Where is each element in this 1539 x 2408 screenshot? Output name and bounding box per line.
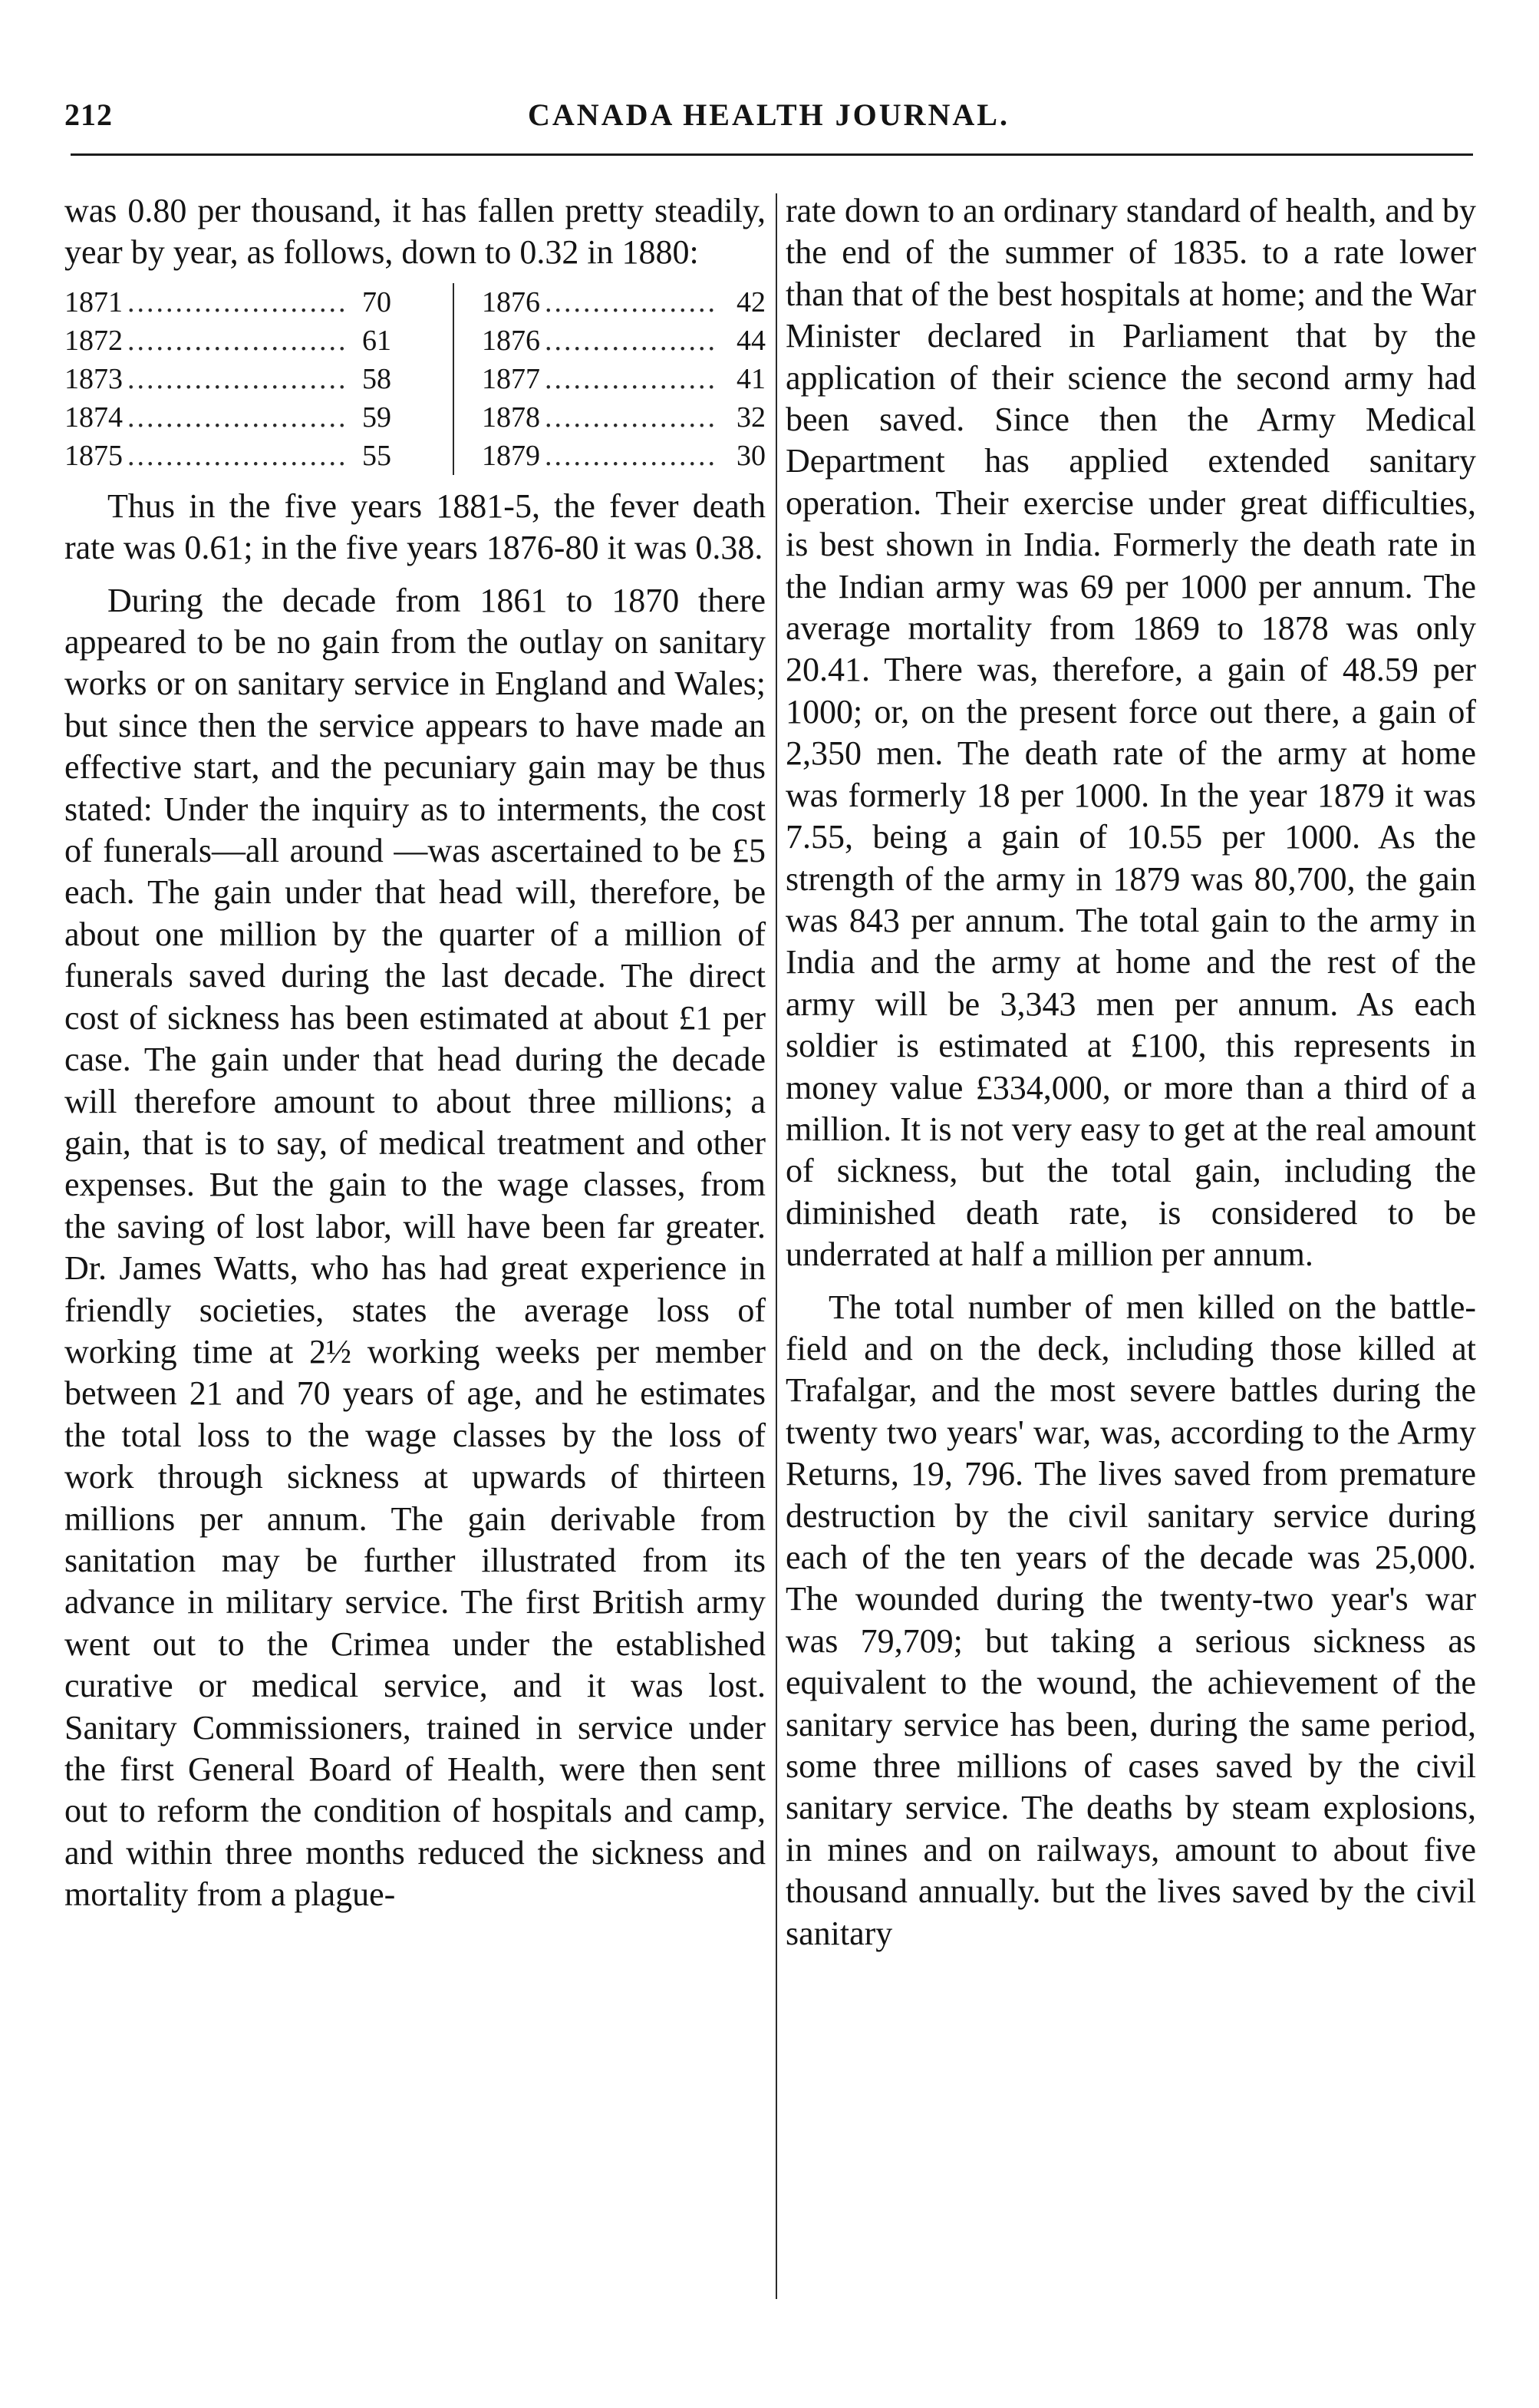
leader-dots [545, 398, 718, 437]
table-year: 1873 [64, 362, 123, 395]
table-row [482, 437, 766, 475]
army-paragraph: rate down to an ordinary standard of health, and by the end of the summer of 1835. to a rate lower than that of the best hospitals at home; and the War Minister declared in Parliament that by the application of their science the second army had been saved. Since then the Army Medical Department has applied extended sanitary operation. Their exercise under great difficulties, is best shown in India. Formerly the death rate in the Indian army was 69 per 1000 per annum. The average mortality from 1869 to 1878 was only 20.41. There was, therefore, a gain of 48.59 per 1000; or, on the present force out there, a gain of 2,350 men. The death rate of the army at home was formerly 18 per 1000. In the year 1879 it was 7.55, being a gain of 10.55 per 1000. As the strength of the army in 1879 was 80,700, the gain was 843 per annum. The total gain to the army in India and the army at home and the rest of the army will be 3,343 men per annum. As each soldier is estimated at £100, this represents in money value £334,000, or more than a third of a million. It is not very easy to get at the real amount of sickness, but the total gain, including the diminished death rate, is considered to be underrated at half a million per annum. [786, 192, 1476, 1274]
leader-dots [545, 437, 718, 475]
table-value: 61 [362, 324, 391, 357]
table-year: 1877 [482, 362, 540, 395]
table-row [64, 437, 425, 475]
intro-paragraph: was 0.80 per thousand, it has fallen pretty steadily, year by year, as follows, down to 0.32 in 1880: [64, 192, 766, 272]
decade-paragraph: During the decade from 1861 to 1870 there appeared to be no gain from the outlay on sanitary works or on sanitary service in England and Wales; but since then the service appears to have made an effective start, and the pecuniary gain may be thus stated: Under the inquiry as to interments, the cost of funerals—all around —was ascertained to be £5 each. The gain under that head will, therefore, be about one million by the quarter of a million of funerals saved during the last decade. The direct cost of sickness has been estimated at about £1 per case. The gain under that head during the decade will therefore amount to about three millions; a gain, that is to say, of medical treatment and other expenses. But the gain to the wage classes, from the saving of lost labor, will have been far greater. Dr. James Watts, who has had great experience in friendly societies, states the average loss of working time at 2½ working weeks per member between 21 and 70 years of age, and he estimates the total loss to the wage classes by the loss of work through sickness at upwards of thirteen millions per annum. The gain derivable from sanitation may be further illustrated from its advance in military service. The first British army went out to the Crimea under the established curative or medical service, and it was lost. Sanitary Commissioners, trained in service under the first General Board of Health, were then sent out to reform the condition of hospitals and camp, and within three months reduced the sickness and mortality from a plague- [64, 581, 766, 1914]
running-head [64, 97, 1473, 143]
table-row [64, 322, 425, 360]
left-column [64, 190, 766, 1916]
table-value: 42 [737, 285, 766, 318]
right-column [786, 190, 1476, 1954]
table-year: 1879 [482, 439, 540, 472]
table-value: 58 [362, 362, 391, 395]
table-value: 41 [737, 362, 766, 395]
table-row [482, 322, 766, 360]
table-value: 55 [362, 439, 391, 472]
leader-dots [127, 283, 344, 322]
table-year: 1876 [482, 285, 540, 318]
table-row [482, 398, 766, 437]
table-year: 1878 [482, 401, 540, 434]
table-row [64, 283, 425, 322]
table-value: 44 [737, 324, 766, 357]
table-row [64, 398, 425, 437]
leader-dots [545, 322, 718, 360]
table-year: 1875 [64, 439, 123, 472]
table-row [482, 283, 766, 322]
battle-paragraph: The total number of men killed on the battle-field and on the deck, including those killed at Trafalgar, and the most severe battles during the twenty two years' war, was, according to the Army Returns, 19, 796. The lives saved from premature destruction by the civil sanitary service during each of the ten years of the decade was 25,000. The wounded during the twenty-two year's war was 79,709; but taking a serious sickness as equivalent to the wound, the achievement of the sanitary service has been, during the same period, some three millions of cases saved by the civil sanitary service. The deaths by steam explosions, in mines and on railways, amount to about five thousand annually. but the lives saved by the civil sanitary [786, 1288, 1476, 1952]
header-rule [71, 153, 1473, 156]
table-year: 1874 [64, 401, 123, 434]
table-row [482, 360, 766, 398]
leader-dots [545, 360, 718, 398]
journal-title: CANADA HEALTH JOURNAL. [528, 97, 1010, 132]
leader-dots [545, 283, 718, 322]
table-value: 70 [362, 285, 391, 318]
leader-dots [127, 437, 344, 475]
fever-death-rate-table [64, 283, 766, 475]
table-value: 30 [737, 439, 766, 472]
table-value: 32 [737, 401, 766, 434]
table-year: 1876 [482, 324, 540, 357]
page-number: 212 [64, 97, 113, 132]
column-divider [776, 193, 777, 2299]
fever-summary-paragraph: Thus in the five years 1881-5, the fever death rate was 0.61; in the five years 1876-80 it was 0.38. [64, 487, 766, 567]
fever-table-left-column [64, 283, 425, 475]
table-value: 59 [362, 401, 391, 434]
leader-dots [127, 398, 344, 437]
leader-dots [127, 322, 344, 360]
fever-table-right-column [453, 283, 766, 475]
leader-dots [127, 360, 344, 398]
table-row [64, 360, 425, 398]
table-year: 1871 [64, 285, 123, 318]
table-year: 1872 [64, 324, 123, 357]
